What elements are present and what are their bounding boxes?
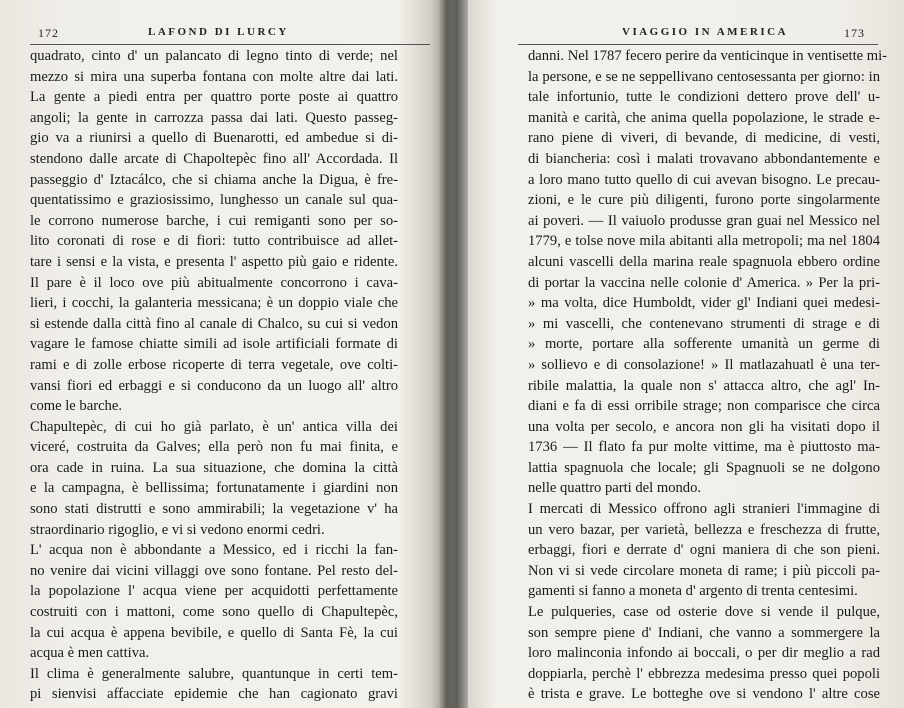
left-page-body bbox=[30, 46, 398, 705]
right-page-number: 173 bbox=[844, 26, 865, 40]
text-line: nelle quattro parti del mondo. bbox=[528, 480, 702, 497]
text-line: ora cade in ruina. La sua situazione, che domina la città bbox=[30, 459, 398, 476]
text-line: 1779, e tolse nove mila abitanti alla metropoli; ma nel 1804 bbox=[528, 233, 880, 250]
left-page bbox=[0, 0, 440, 708]
text-line: Il clima è generalmente salubre, quantunque in certi tem- bbox=[30, 665, 398, 682]
text-line: doppiarla, perchè l' ebbrezza medesima presso quei popoli bbox=[528, 665, 880, 682]
text-line: gio va a riunirsi a quello di Buenarotti, ed ambedue si di- bbox=[30, 130, 398, 147]
text-line: » mi vascelli, che contenevano strumenti di strage e di bbox=[528, 315, 880, 332]
text-line: rami e di zolle erbose ricoperte di terra vegetale, ove colti- bbox=[30, 356, 398, 373]
text-line: » ma volta, dice Humboldt, vider gl' Indiani quei medesi- bbox=[528, 295, 880, 312]
right-page-body bbox=[528, 46, 888, 705]
text-line: gamenti si fanno a moneta d' argento di trenta centesimi. bbox=[528, 583, 858, 600]
text-line: un vero bazar, per varietà, bellezza e freschezza di frutte, bbox=[528, 521, 880, 538]
text-line: stendono dalle arcate di Chapoltepèc fino all' Accordada. Il bbox=[30, 150, 398, 167]
text-line: I mercati di Messico offrono agli stranieri l'immagine di bbox=[528, 501, 880, 518]
text-line: ai poveri. — Il vaiuolo produsse gran guai nel Messico nel bbox=[528, 212, 880, 229]
text-line: straordinario rigoglio, e vi si vedono enormi cedri. bbox=[30, 521, 325, 538]
text-line: lito coronati di rose e di fiori: tutto contribuisce ad allet- bbox=[30, 233, 398, 250]
text-line: acqua è men cattiva. bbox=[30, 645, 150, 662]
text-line: diani e fa di essi orribile strage; non comparisce che circa bbox=[528, 398, 880, 415]
text-line: la cui acqua è appena bevibile, e quello di Santa Fè, la cui bbox=[30, 624, 398, 641]
text-line: Non vi si vede circolare moneta di rame; i più piccoli pa- bbox=[528, 562, 880, 579]
text-line: e la campagna, è bellissima; fortunatamente i giardini non bbox=[30, 480, 398, 497]
text-line: manità e carità, che anima quella popolazione, le strade e- bbox=[528, 109, 880, 126]
text-line: loro malinconia infondo ai boccali, o per dir meglio a rad bbox=[528, 645, 880, 662]
text-line: » morte, portare alla sofferente umanità un germe di bbox=[528, 336, 880, 353]
text-line: costruiti con i mattoni, come sono quello di Chapultepèc, bbox=[30, 604, 398, 621]
text-line: pi sienvisi affacciate epidemie che han cagionato gravi bbox=[30, 686, 398, 703]
text-line: L' acqua non è abbondante a Messico, ed i ricchi la fan- bbox=[30, 542, 398, 559]
text-line: mezzo si mira una superba fontana con molte altre dai lati. bbox=[30, 68, 398, 85]
text-line: viceré, costruita da Galves; ella però non fu mai finita, e bbox=[30, 439, 398, 456]
text-line: sono stati distrutti e sono ammirabili; la vegetazione v' ha bbox=[30, 501, 398, 518]
text-line: di portar la vaccina nelle colonie d' America. » Per la pri- bbox=[528, 274, 880, 291]
text-line: una volta per secolo, e ancora non gli ha visitati dopo il bbox=[528, 418, 880, 435]
text-line: si estende dalla città fino al canale di Chalco, su cui si vedon bbox=[30, 315, 398, 332]
text-line: » sollievo e di consolazione! » Il matlazahuatl è una ter- bbox=[528, 356, 880, 373]
text-line: vansi fiori ed erbaggi e si conducono da un luogo all' altro bbox=[30, 377, 398, 394]
text-line: vagare le famose chiatte simili ad isole artificiali formate di bbox=[30, 336, 398, 353]
text-line: alcuni vascelli della marina reale spagnuola ebbero ordine bbox=[528, 253, 880, 270]
text-line: rano piene di viveri, di bevande, di medicine, di vesti, bbox=[528, 130, 880, 147]
text-line: angoli; la gente in carrozza passa dai lati. Questo passeg- bbox=[30, 109, 398, 126]
text-line: Le pulqueries, case od osterie dove si vende il pulque, bbox=[528, 604, 880, 621]
text-line: zioni, e le cure più diligenti, furono porte singolarmente bbox=[528, 192, 880, 209]
text-line: come le barche. bbox=[30, 398, 122, 415]
text-line: le corrono numerose barche, i cui remiganti sono per so- bbox=[30, 212, 398, 229]
text-line: erbaggi, fiori e derrate d' ogni maniera di che son pieni. bbox=[528, 542, 880, 559]
text-line: ribile malattia, la quale non s' attacca altro, che agl' In- bbox=[528, 377, 880, 394]
text-line: quadrato, cinto d' un palancato di legno tinto di verde; nel bbox=[30, 48, 398, 64]
text-line: son sempre piene d' Indiani, che vanno a sommergere la bbox=[528, 624, 880, 641]
text-line: danni. Nel 1787 fecero perire da venticinque in ventisette mi- bbox=[528, 48, 888, 64]
text-line: Il pare è il loco ove più abitualmente concorrono i cava- bbox=[30, 274, 398, 291]
left-header-rule bbox=[30, 44, 430, 45]
text-line: tare i sensi e la vista, e presenta l' aspetto più gaio e ridente. bbox=[30, 253, 398, 270]
text-line: tale infortunio, tutte le condizioni dettero prove dell' u- bbox=[528, 89, 880, 106]
text-line: la persone, e se ne seppellivano centosessanta per giorno: in bbox=[528, 68, 880, 85]
left-running-title: LAFOND DI LURCY bbox=[148, 26, 289, 38]
right-header-rule bbox=[518, 44, 878, 45]
text-line: 1736 — Il flato fa pur molte vittime, ma è piuttosto ma- bbox=[528, 439, 880, 456]
text-line: lattia spagnuola che locale; gli Spagnuoli se ne dolgono bbox=[528, 459, 880, 476]
text-line: no venire dai vicini villaggi ove sono fontane. Pel resto del- bbox=[30, 562, 398, 579]
text-line: a loro mano tutto quello di cui avevan bisogno. Le precau- bbox=[528, 171, 880, 188]
text-line: quentatissimo e graziosissimo, lunghesso un canale sul qua- bbox=[30, 192, 398, 209]
right-page bbox=[468, 0, 904, 708]
text-line: è trista e grave. Le botteghe ove si vendono l' altre cose bbox=[528, 686, 880, 703]
text-line: di biancheria: così i malati trovavano abbondantemente e bbox=[528, 150, 880, 167]
text-line: Chapultepèc, di cui ho già parlato, è un' antica villa dei bbox=[30, 418, 398, 435]
text-line: la popolazione l' acqua viene per acquidotti perfettamente bbox=[30, 583, 398, 600]
left-page-number: 172 bbox=[38, 26, 59, 40]
text-line: passeggio d' Iztacálco, che si chiama anche la Digua, è fre- bbox=[30, 171, 398, 188]
right-running-title: VIAGGIO IN AMERICA bbox=[622, 26, 789, 38]
text-line: lieri, i cocchi, la galanteria messicana; è un doppio viale che bbox=[30, 295, 398, 312]
text-line: La gente a piedi entra per quattro porte poste ai quattro bbox=[30, 89, 398, 106]
